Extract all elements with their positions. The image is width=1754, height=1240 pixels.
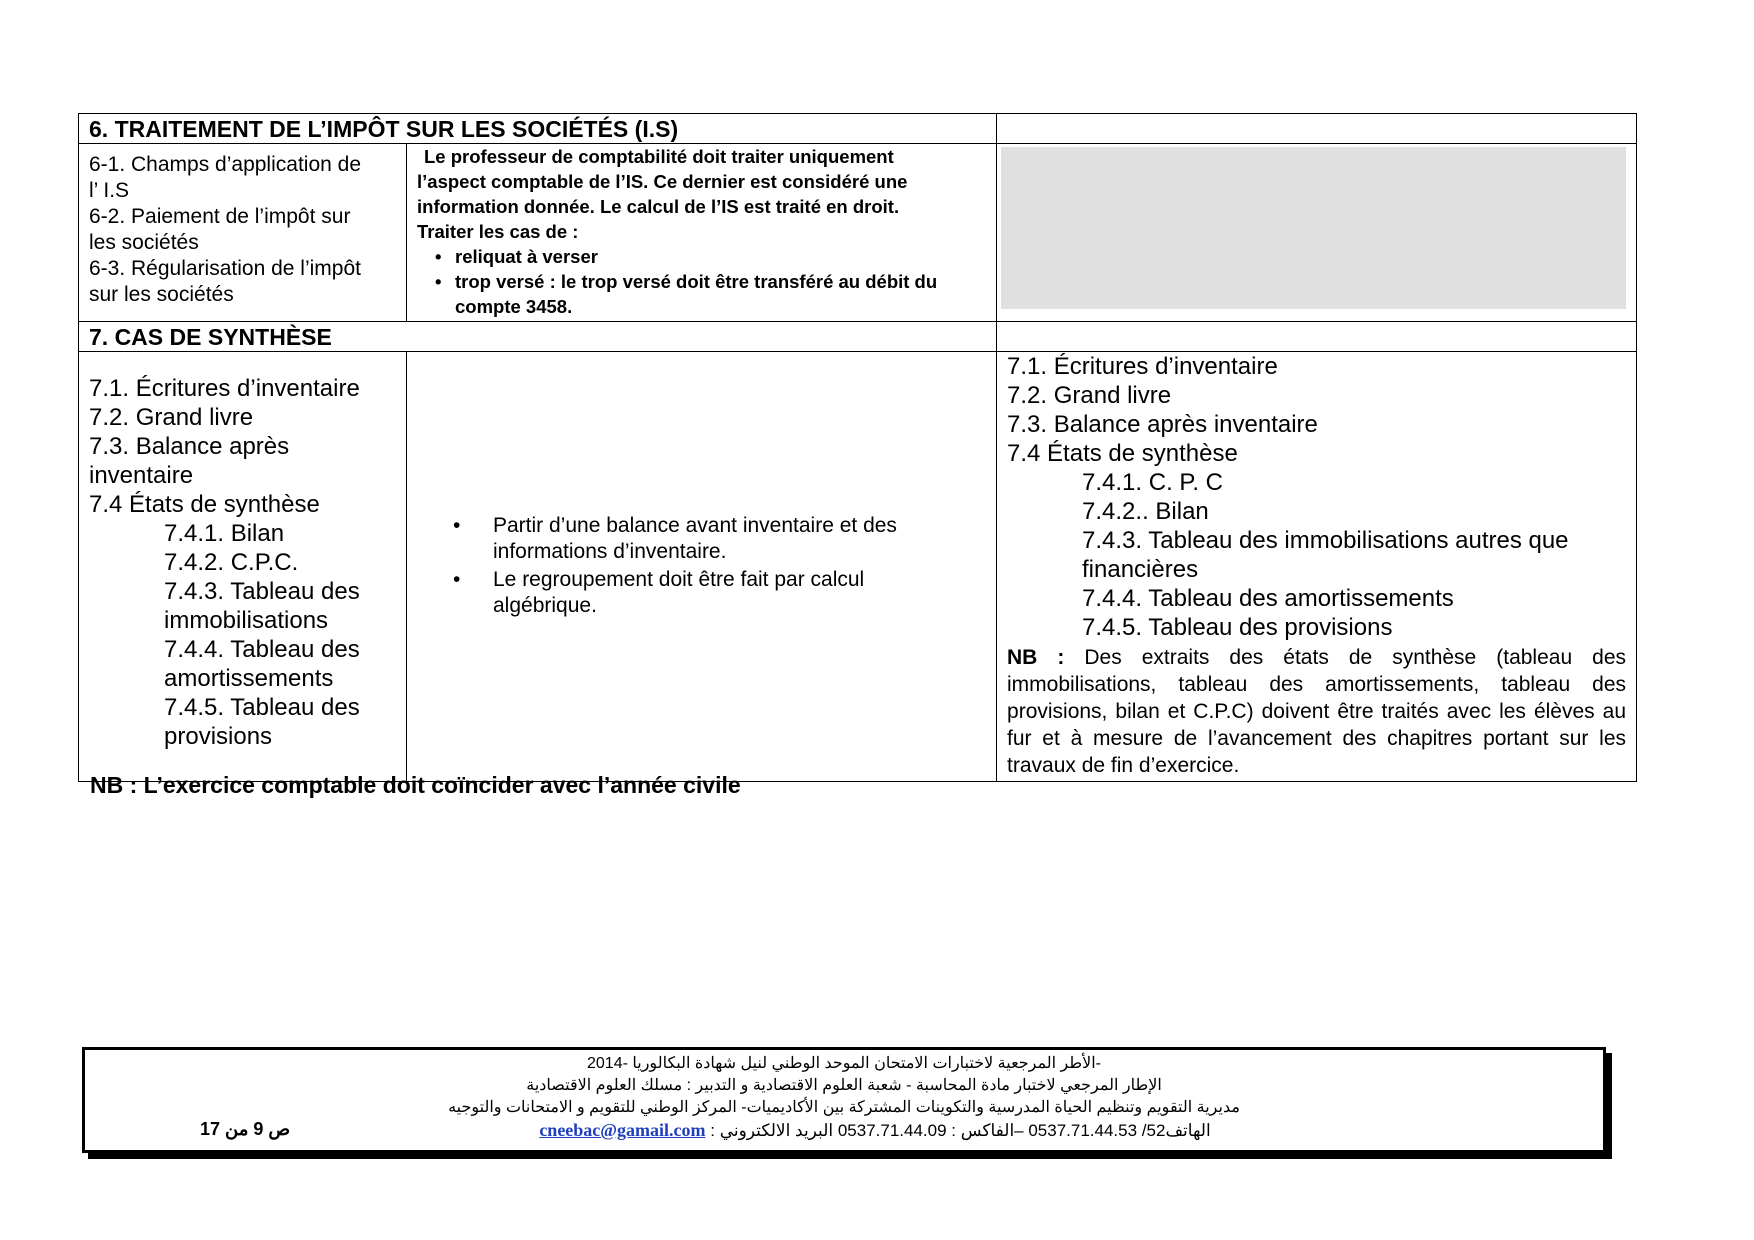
nb-text: Des extraits des états de synthèse (tableau des immobilisations, tableau des amortissements, tableau des provisions, bilan et C.P.C) doivent être traités avec les élèves au fur et à mesure de l’avancement des chapitres portant sur les travaux de fin d’exercice. [1007,646,1627,777]
contact-text: الهاتف52/ 0537.71.44.53 –الفاكس : 0537.71.44.09 البريد الالكتروني : [710,1121,1211,1140]
synthesis-subitem: 7.4.2.. Bilan [1082,498,1209,525]
instruction-line: Le professeur de comptabilité doit traiter uniquement [424,146,894,167]
bullet-icon: • [435,271,442,292]
section-7-topics-cell [79,352,407,782]
section-6-title-cell [79,114,997,144]
synthesis-item: 7.3. Balance après inventaire [89,433,290,489]
shaded-area [1001,147,1626,309]
synthesis-item: 7.2. Grand livre [1007,382,1172,409]
synthesis-subitem: 7.4.3. Tableau des immobilisations [164,578,360,634]
instruction-line: information donnée. Le calcul de l’IS est traité en droit. [417,196,900,217]
synthesis-subitem: 7.4.4. Tableau des amortissements [1082,585,1454,612]
synthesis-item: 7.2. Grand livre [89,404,254,431]
section-7-content-row [79,352,1637,782]
topic-line: sur les sociétés [89,283,234,306]
section-7-header-row [79,322,1637,352]
bullet-icon: • [453,567,461,591]
section-6-shaded-cell [997,144,1637,322]
topic-line: les sociétés [89,231,199,254]
topic-line: l’ I.S [89,179,130,202]
section-7-header-empty-cell [997,322,1637,352]
page-number: ص 9 من 17 [200,1119,291,1139]
section-6-content-row [79,144,1637,322]
section-7-title: 7. CAS DE SYNTHÈSE [89,324,332,350]
section-6-header-row [79,114,1637,144]
instruction-line: Traiter les cas de : [417,221,579,242]
synthesis-subitem: 7.4.3. Tableau des immobilisations autres que financières [1082,527,1569,583]
footer-line-3: مديرية التقويم وتنظيم الحياة المدرسية والتكوينات المشتركة بين الأكاديميات- المركز الوطني للتقويم و الامتحانات والتوجيه [448,1099,1240,1116]
section-6-instructions-cell [407,144,997,322]
synthesis-subitem: 7.4.5. Tableau des provisions [164,694,360,750]
case-item: • trop versé : le trop versé doit être transféré au débit du compte 3458. [435,271,938,317]
footer-line-1: الأطر المرجعية لاختبارات الامتحان الموحد الوطني لنيل شهادة البكالوريا -2014- [587,1055,1101,1072]
synthesis-subitem: 7.4.1. Bilan [164,520,285,547]
topic-line: 6-1. Champs d’application de [89,153,361,176]
instruction-item: • Partir d’une balance avant inventaire et des informations d’inventaire. [453,513,897,563]
topic-line: 6-3. Régularisation de l’impôt [89,257,361,280]
section-6-title: 6. TRAITEMENT DE L’IMPÔT SUR LES SOCIÉTÉS (I.S) [89,116,679,142]
section-6-header-empty-cell [997,114,1637,144]
email-link[interactable]: cneebac@gamail.com [539,1120,706,1140]
section-7-title-cell [79,322,997,352]
case-item: • reliquat à verser [435,246,598,267]
nb-paragraph [1007,644,1626,779]
bottom-note: NB : L’exercice comptable doit coïncider avec l’année civile [90,772,741,798]
synthesis-item: 7.1. Écritures d’inventaire [89,375,360,402]
bullet-icon: • [453,513,461,537]
synthesis-item: 7.1. Écritures d’inventaire [1007,353,1278,380]
bullet-icon: • [435,246,442,267]
cases-list [417,244,986,319]
section-7-instructions-cell [407,352,997,782]
synthesis-subitem: 7.4.1. C. P. C [1082,469,1223,496]
instruction-line: l’aspect comptable de l’IS. Ce dernier est considéré une [417,171,908,192]
footer-contact [485,1120,1265,1141]
instruction-item: • Le regroupement doit être fait par calcul algébrique. [453,567,865,617]
topic-line: 6-2. Paiement de l’impôt sur [89,205,351,228]
synthesis-item: 7.4 États de synthèse [1007,440,1238,467]
program-table [78,113,1637,782]
nb-label: NB : [1007,646,1065,669]
synthesis-item: 7.3. Balance après inventaire [1007,411,1318,438]
synthesis-item: 7.4 États de synthèse [89,491,320,518]
footer-line-2: الإطار المرجعي لاختبار مادة المحاسبة - شعبة العلوم الاقتصادية و التدبير : مسلك العلوم الاقتصادية [526,1077,1162,1094]
instructions-list [407,513,996,619]
section-7-details-cell [997,352,1637,782]
synthesis-subitem: 7.4.2. C.P.C. [164,549,299,576]
page-footer [82,1047,1606,1153]
synthesis-subitem: 7.4.4. Tableau des amortissements [164,636,360,692]
section-6-topics-cell [79,144,407,322]
synthesis-subitem: 7.4.5. Tableau des provisions [1082,614,1393,641]
